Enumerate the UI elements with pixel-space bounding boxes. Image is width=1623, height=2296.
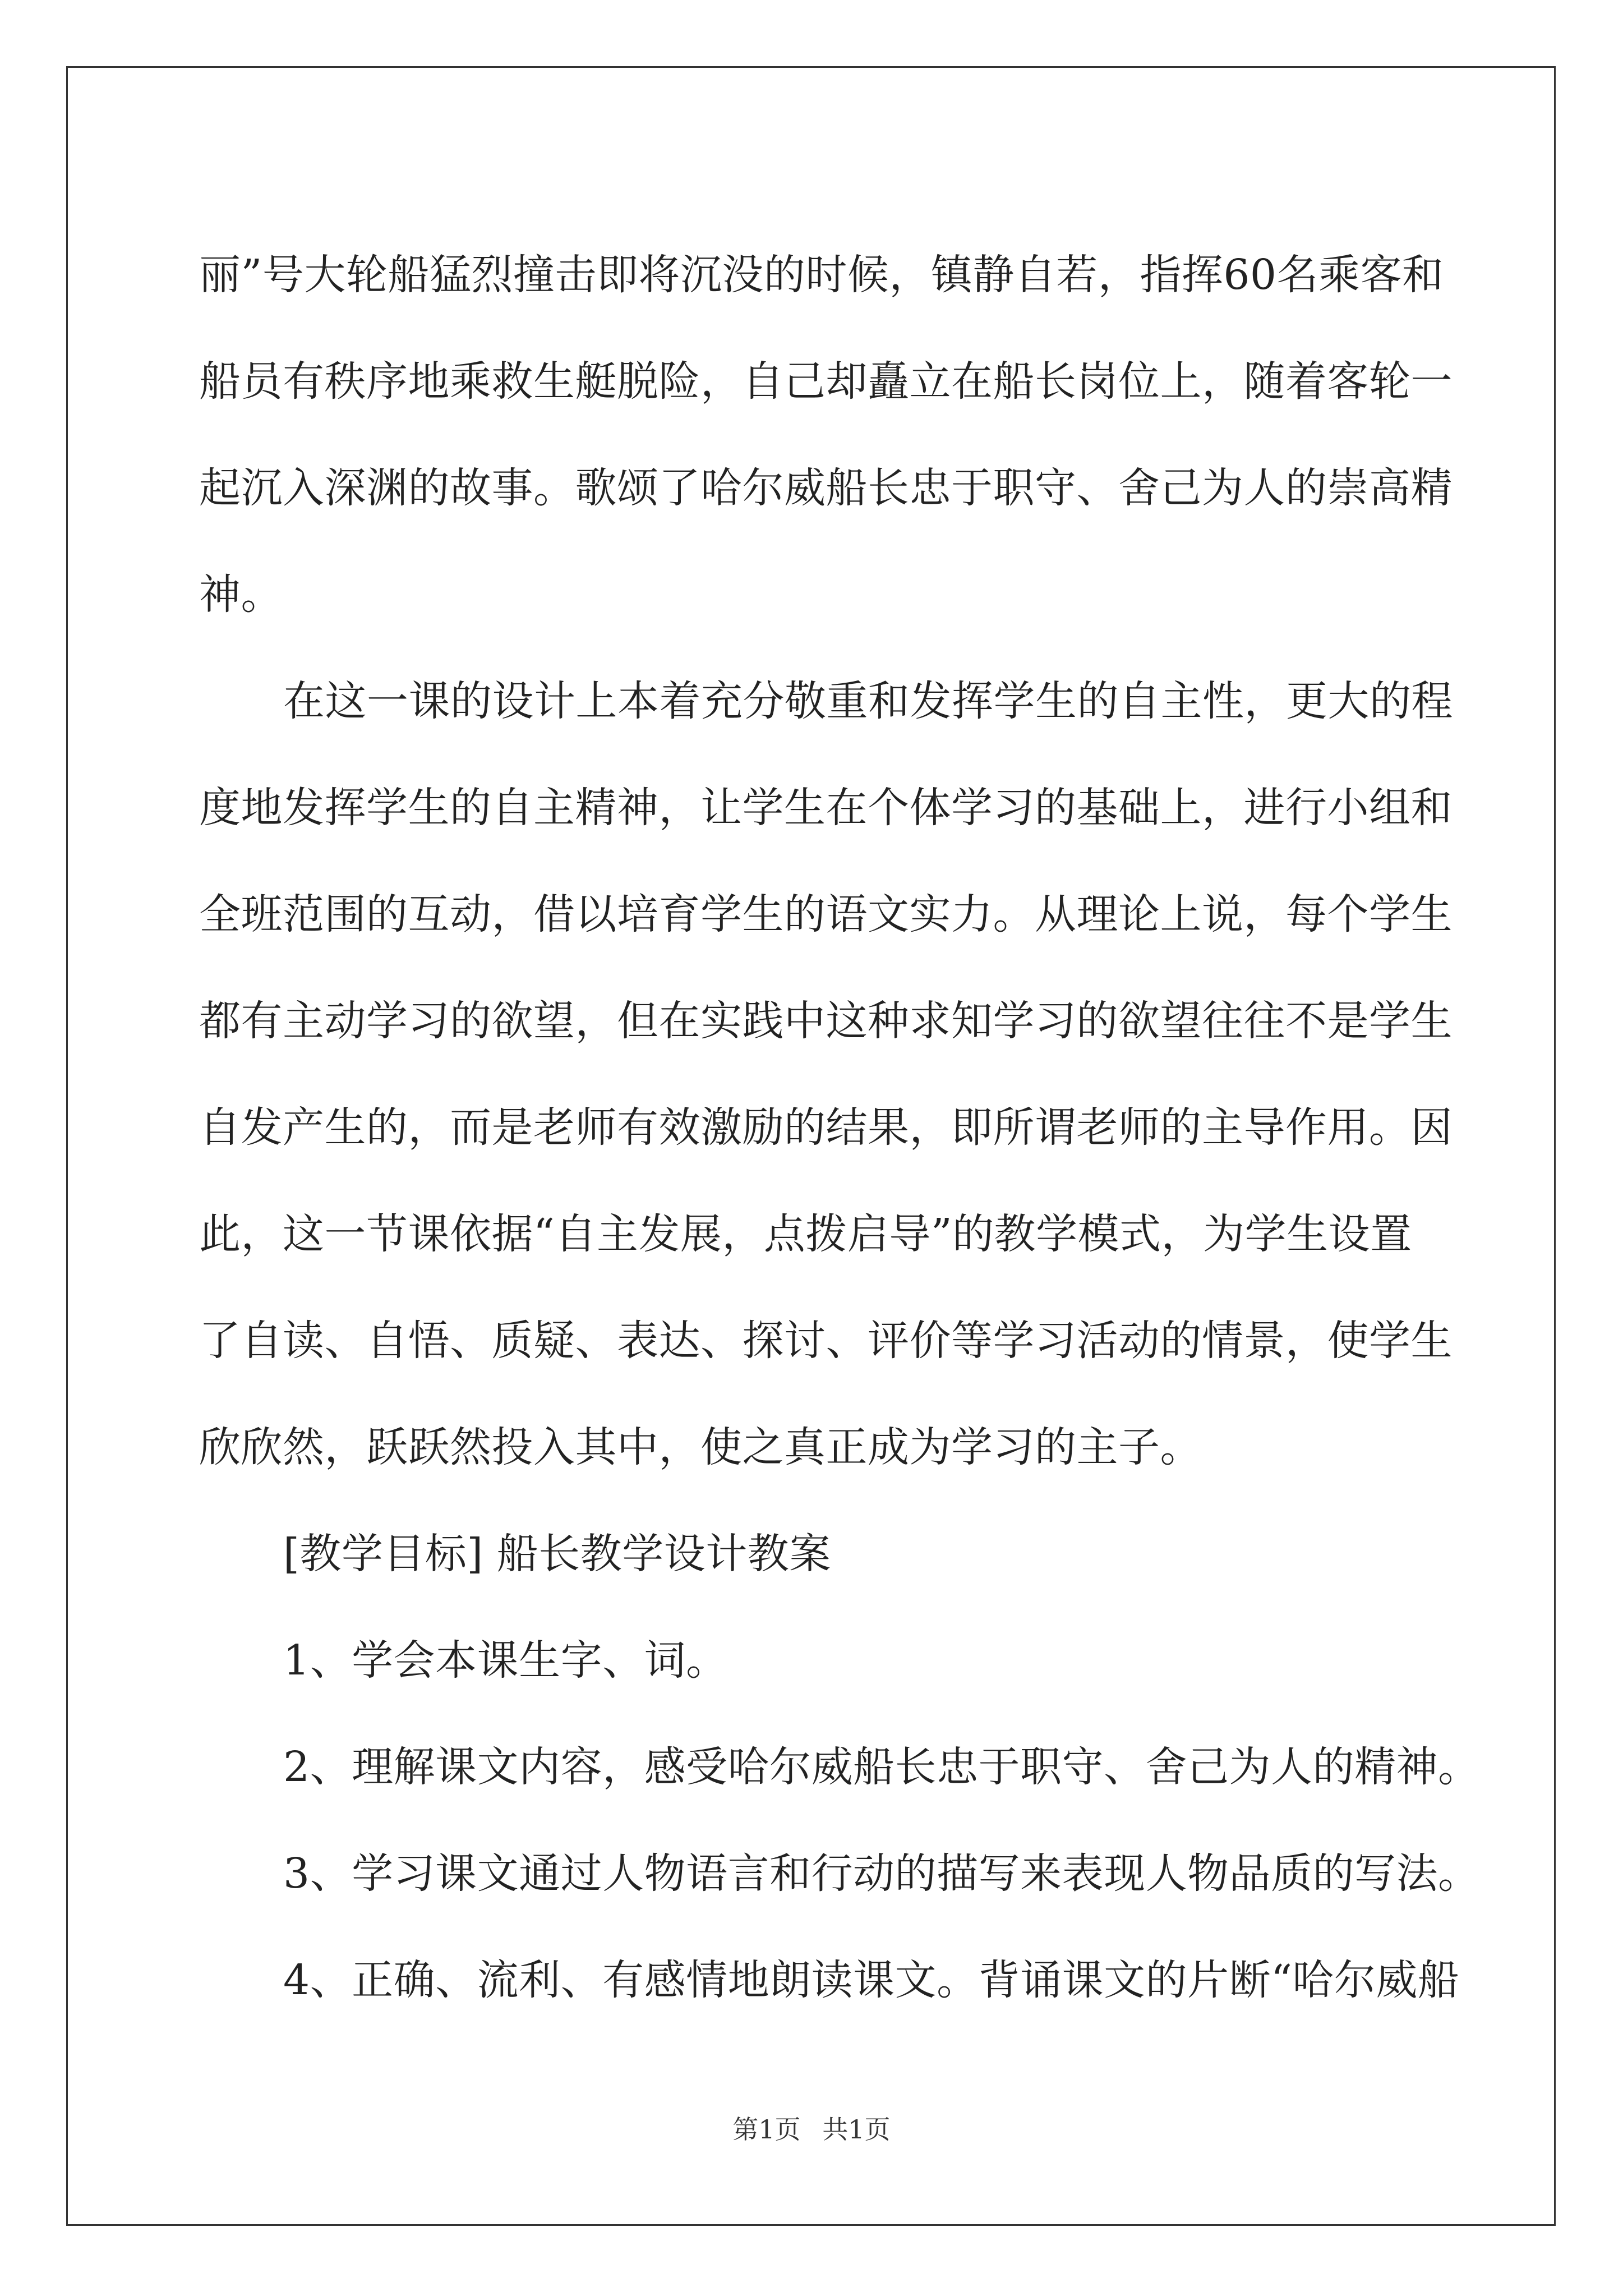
text-line: 全班范围的互动，借以培育学生的语文实力。从理论上说，每个学生	[199, 890, 1453, 938]
text-line: 度地发挥学生的自主精神，让学生在个体学习的基础上，进行小组和	[199, 784, 1453, 832]
text-line: 1、学会本课生字、词。	[283, 1636, 728, 1685]
text-line: 欣欣然，跃跃然投入其中，使之真正成为学习的主子。	[199, 1423, 1202, 1471]
text-line: 都有主动学习的欲望，但在实践中这种求知学习的欲望往往不是学生	[199, 997, 1453, 1045]
text-line: 自发产生的，而是老师有效激励的结果，即所谓老师的主导作用。因	[199, 1103, 1453, 1152]
section-heading	[199, 1501, 1433, 1607]
text-line: 3、学习课文通过人物语言和行动的描写来表现人物品质的写法。	[283, 1849, 1480, 1898]
text-line: 起沉入深渊的故事。歌颂了哈尔威船长忠于职守、舍己为人的崇高精	[199, 464, 1453, 512]
text-line: 在这一课的设计上本着充分敬重和发挥学生的自主性，更大的程	[283, 677, 1453, 725]
text-line: 2、理解课文内容，感受哈尔威船长忠于职守、舍己为人的精神。	[283, 1743, 1480, 1791]
paragraph	[199, 222, 1453, 648]
document-body	[199, 222, 1480, 2033]
text-line: 了自读、自悟、质疑、表达、探讨、评价等学习活动的情景，使学生	[199, 1317, 1453, 1365]
text-line: [教学目标] 船长教学设计教案	[283, 1530, 831, 1578]
page-footer	[0, 2109, 1623, 2146]
list-item	[199, 1820, 1480, 1927]
page-number: 第1页	[732, 2114, 801, 2145]
list-item	[199, 1714, 1480, 1820]
text-line: 丽”号大轮船猛烈撞击即将沉没的时候，镇静自若，指挥60名乘客和	[199, 251, 1444, 299]
text-line: 船员有秩序地乘救生艇脱险，自己却矗立在船长岗位上，随着客轮一	[199, 357, 1453, 406]
list-item	[199, 1927, 1460, 2033]
page-total: 共1页	[822, 2114, 891, 2145]
paragraph	[199, 648, 1453, 1501]
text-line: 4、正确、流利、有感情地朗读课文。背诵课文的片断“哈尔威船	[283, 1956, 1460, 2004]
text-line: 此，这一节课依据“自主发展，点拨启导”的教学模式，为学生设置	[199, 1210, 1412, 1258]
list-item	[199, 1607, 1433, 1714]
text-line: 神。	[199, 570, 283, 619]
